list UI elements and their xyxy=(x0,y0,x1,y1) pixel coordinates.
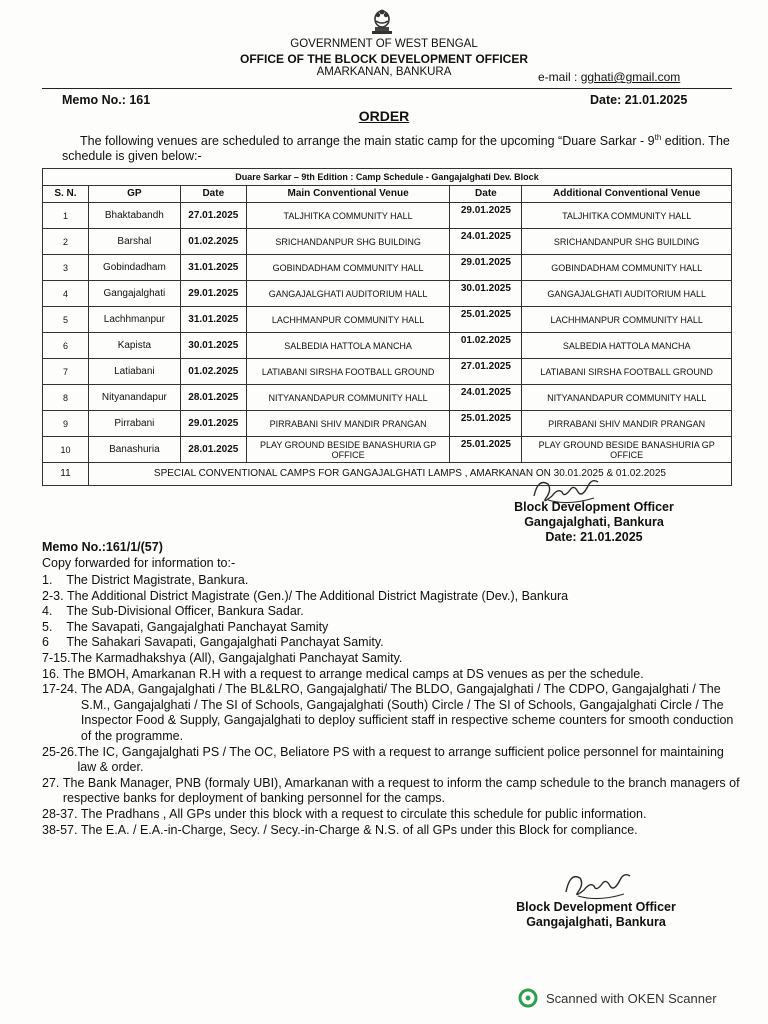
forward-item-text: The Karmadhakshya (All), Gangajalghati Panchayat Samity. xyxy=(70,650,403,665)
cell-sn: 7 xyxy=(43,359,89,385)
signature-block-1 xyxy=(504,500,684,545)
cell-additional-venue: TALJHITKA COMMUNITY HALL xyxy=(522,203,732,229)
col-header-main-venue: Main Conventional Venue xyxy=(246,186,450,203)
cell-main-venue: SRICHANDANPUR SHG BUILDING xyxy=(246,229,450,255)
cell-main-date: 01.02.2025 xyxy=(180,359,246,385)
cell-main-venue: LACHHMANPUR COMMUNITY HALL xyxy=(246,307,450,333)
cell-additional-date: 27.01.2025 xyxy=(450,359,522,385)
signatory-place-2: Gangajalghati, Bankura xyxy=(526,915,666,929)
cell-gp: Kapista xyxy=(88,333,180,359)
cell-main-date: 30.01.2025 xyxy=(180,333,246,359)
signatory-date-1: Date: 21.01.2025 xyxy=(545,530,643,544)
cell-additional-venue: LACHHMANPUR COMMUNITY HALL xyxy=(522,307,732,333)
forward-item xyxy=(42,807,742,823)
cell-gp: Barshal xyxy=(88,229,180,255)
cell-additional-date: 25.01.2025 xyxy=(450,307,522,333)
forward-item-text: The Sub-Divisional Officer, Bankura Sadar. xyxy=(66,604,304,619)
email-label: e-mail : xyxy=(538,70,581,84)
memo-date: Date: 21.01.2025 xyxy=(590,93,688,107)
cell-main-date: 31.01.2025 xyxy=(180,307,246,333)
table-row xyxy=(43,359,732,385)
cell-additional-date: 01.02.2025 xyxy=(450,333,522,359)
cell-additional-date: 25.01.2025 xyxy=(450,411,522,437)
cell-additional-date: 29.01.2025 xyxy=(450,255,522,281)
cell-additional-venue: GANGAJALGHATI AUDITORIUM HALL xyxy=(522,281,732,307)
col-header-sn: S. N. xyxy=(43,186,89,203)
cell-main-date: 28.01.2025 xyxy=(180,437,246,463)
scanner-text: Scanned with OKEN Scanner xyxy=(546,990,717,1006)
forward-item xyxy=(42,589,742,605)
cell-main-venue: SALBEDIA HATTOLA MANCHA xyxy=(246,333,450,359)
col-header-date: Date xyxy=(180,186,246,203)
cell-main-venue: TALJHITKA COMMUNITY HALL xyxy=(246,203,450,229)
table-row xyxy=(43,281,732,307)
table-body xyxy=(43,203,732,463)
forward-item-number: 17-24. xyxy=(42,682,81,697)
table-row xyxy=(43,411,732,437)
signatory-place-1: Gangajalghati, Bankura xyxy=(524,515,664,529)
cell-main-date: 31.01.2025 xyxy=(180,255,246,281)
table-row xyxy=(43,229,732,255)
header-office: OFFICE OF THE BLOCK DEVELOPMENT OFFICER xyxy=(240,52,528,66)
cell-main-venue: PIRRABANI SHIV MANDIR PRANGAN xyxy=(246,411,450,437)
forward-item xyxy=(42,745,742,776)
cell-gp: Nityanandapur xyxy=(88,385,180,411)
forward-item-number: 2-3. xyxy=(42,588,68,603)
forward-item-number: 28-37. xyxy=(42,806,81,821)
signatory-title-2: Block Development Officer xyxy=(516,900,676,914)
table-row xyxy=(43,255,732,281)
cell-additional-venue: NITYANANDAPUR COMMUNITY HALL xyxy=(522,385,732,411)
cell-additional-date: 25.01.2025 xyxy=(450,437,522,463)
forward-item-text: The Additional District Magistrate (Gen.)/ The Additional District Magistrate (Dev.), Bankura xyxy=(67,588,569,603)
header-email xyxy=(538,70,680,84)
cell-additional-venue: PLAY GROUND BESIDE BANASHURIA GP OFFICE xyxy=(522,437,732,463)
forward-item-text: The E.A. / E.A.-in-Charge, Secy. / Secy.-in-Charge & N.S. of all GPs under this Block for compliance. xyxy=(80,822,638,837)
signature-2-icon xyxy=(560,864,636,904)
cell-gp: Gangajalghati xyxy=(88,281,180,307)
cell-additional-venue: SALBEDIA HATTOLA MANCHA xyxy=(522,333,732,359)
forward-item xyxy=(42,776,742,807)
cell-main-date: 01.02.2025 xyxy=(180,229,246,255)
forward-item xyxy=(42,573,742,589)
header-address: AMARKANAN, BANKURA xyxy=(316,66,452,78)
intro-text-b: edition. The schedule is given below:- xyxy=(62,134,730,164)
table-row xyxy=(43,437,732,463)
forward-item-text: The ADA, Gangajalghati / The BL&LRO, Gangajalghati/ The BLDO, Gangajalghati / The CDPO, Gangajalghati / The S.M., Gangajalghati / The SI of Schools, Gangajalghati (South) Circle / The SI of Schools, Gangajalghati Circle / The Inspector Food & Supply, Gangajalghati to deploy sufficient staff in respective scheme counters for smooth conduction of the programme. xyxy=(80,682,734,743)
cell-additional-date: 30.01.2025 xyxy=(450,281,522,307)
cell-additional-date: 24.01.2025 xyxy=(450,385,522,411)
header-divider xyxy=(42,88,732,89)
forward-item-text: The Sahakari Savapati, Gangajalghati Panchayat Samity. xyxy=(66,635,384,650)
forward-item xyxy=(42,604,742,620)
table-row xyxy=(43,333,732,359)
cell-main-date: 29.01.2025 xyxy=(180,411,246,437)
cell-main-venue: GOBINDADHAM COMMUNITY HALL xyxy=(246,255,450,281)
email-address: gghati@gmail.com xyxy=(580,70,681,84)
cell-additional-venue: PIRRABANI SHIV MANDIR PRANGAN xyxy=(522,411,732,437)
cell-sn: 9 xyxy=(43,411,89,437)
cell-sn: 6 xyxy=(43,333,89,359)
forward-memo-number: Memo No.:161/1/(57) xyxy=(42,540,163,554)
cell-sn: 8 xyxy=(43,385,89,411)
forward-item-number: 6 xyxy=(42,635,67,650)
cell-sn: 4 xyxy=(43,281,89,307)
forward-item-text: The District Magistrate, Bankura. xyxy=(66,573,249,587)
cell-main-date: 27.01.2025 xyxy=(180,203,246,229)
signatory-title-1: Block Development Officer xyxy=(514,500,674,514)
special-sn: 11 xyxy=(43,463,89,486)
col-header-gp: GP xyxy=(88,186,180,203)
table-row xyxy=(43,203,732,229)
forward-item-text: The Savapati, Gangajalghati Panchayat Samity xyxy=(66,619,329,634)
forward-item-number: 38-57. xyxy=(42,822,81,837)
forward-item xyxy=(42,620,742,636)
cell-additional-venue: LATIABANI SIRSHA FOOTBALL GROUND xyxy=(522,359,732,385)
memo-number: Memo No.: 161 xyxy=(62,93,151,107)
cell-main-venue: NITYANANDAPUR COMMUNITY HALL xyxy=(246,385,450,411)
cell-sn: 2 xyxy=(43,229,89,255)
scanner-watermark xyxy=(518,988,717,1008)
forward-item xyxy=(42,682,742,744)
cell-gp: Lachhmanpur xyxy=(88,307,180,333)
forward-item xyxy=(42,667,742,683)
cell-sn: 5 xyxy=(43,307,89,333)
intro-paragraph xyxy=(62,130,742,164)
header-government: GOVERNMENT OF WEST BENGAL xyxy=(290,38,478,50)
forward-item-number: 25-26. xyxy=(42,744,78,759)
forward-item xyxy=(42,823,742,839)
forward-item-text: The Pradhans , All GPs under this block with a request to circulate this schedule for public information. xyxy=(80,806,647,821)
forward-item xyxy=(42,651,742,667)
cell-gp: Banashuria xyxy=(88,437,180,463)
table-caption: Duare Sarkar – 9th Edition : Camp Schedule - Gangajalghati Dev. Block xyxy=(43,169,732,186)
cell-main-venue: PLAY GROUND BESIDE BANASHURIA GP OFFICE xyxy=(246,437,450,463)
forward-item-number: 27. xyxy=(42,775,63,790)
cell-main-date: 28.01.2025 xyxy=(180,385,246,411)
forward-item-text: The Bank Manager, PNB (formaly UBI), Amarkanan with a request to inform the camp schedule to the branch managers of respective banks for deployment of banking personnel for the camps. xyxy=(62,775,740,806)
forward-item-text: The BMOH, Amarkanan R.H with a request to arrange medical camps at DS venues as per the schedule. xyxy=(62,666,644,681)
intro-text-a: The following venues are scheduled to arrange the main static camp for the upcoming “Duare Sarkar - 9 xyxy=(80,134,655,149)
forward-item-number: 5. xyxy=(42,619,67,634)
cell-sn: 1 xyxy=(43,203,89,229)
cell-additional-date: 24.01.2025 xyxy=(450,229,522,255)
state-emblem-icon xyxy=(368,6,396,36)
cell-main-venue: LATIABANI SIRSHA FOOTBALL GROUND xyxy=(246,359,450,385)
cell-gp: Bhaktabandh xyxy=(88,203,180,229)
signature-block-2 xyxy=(506,900,686,930)
forward-item xyxy=(42,635,742,651)
forward-list xyxy=(42,573,742,838)
cell-gp: Pirrabani xyxy=(88,411,180,437)
col-header-date-2: Date xyxy=(450,186,522,203)
camp-schedule-table xyxy=(42,168,732,486)
forward-item-number: 7-15. xyxy=(42,650,71,665)
order-title: ORDER xyxy=(358,108,410,124)
cell-main-venue: GANGAJALGHATI AUDITORIUM HALL xyxy=(246,281,450,307)
cell-additional-date: 29.01.2025 xyxy=(450,203,522,229)
forward-item-number: 16. xyxy=(42,666,63,681)
cell-additional-venue: SRICHANDANPUR SHG BUILDING xyxy=(522,229,732,255)
intro-sup: th xyxy=(654,133,662,142)
table-row xyxy=(43,307,732,333)
special-camps-text: SPECIAL CONVENTIONAL CAMPS FOR GANGAJALGHATI LAMPS , AMARKANAN ON 30.01.2025 & 01.02.2025 xyxy=(88,463,731,486)
forward-item-text: The IC, Gangajalghati PS / The OC, Beliatore PS with a request to arrange sufficient police personnel for maintaining law & order. xyxy=(77,744,724,775)
cell-gp: Gobindadham xyxy=(88,255,180,281)
oken-scanner-logo-icon xyxy=(518,988,538,1008)
forward-item-number: 4. xyxy=(42,604,67,619)
cell-main-date: 29.01.2025 xyxy=(180,281,246,307)
cell-sn: 3 xyxy=(43,255,89,281)
cell-sn: 10 xyxy=(43,437,89,463)
col-header-additional-venue: Additional Conventional Venue xyxy=(522,186,732,203)
forward-intro: Copy forwarded for information to:- xyxy=(42,556,236,570)
cell-additional-venue: GOBINDADHAM COMMUNITY HALL xyxy=(522,255,732,281)
table-row xyxy=(43,385,732,411)
cell-gp: Latiabani xyxy=(88,359,180,385)
forward-item-number: 1. xyxy=(42,573,67,587)
